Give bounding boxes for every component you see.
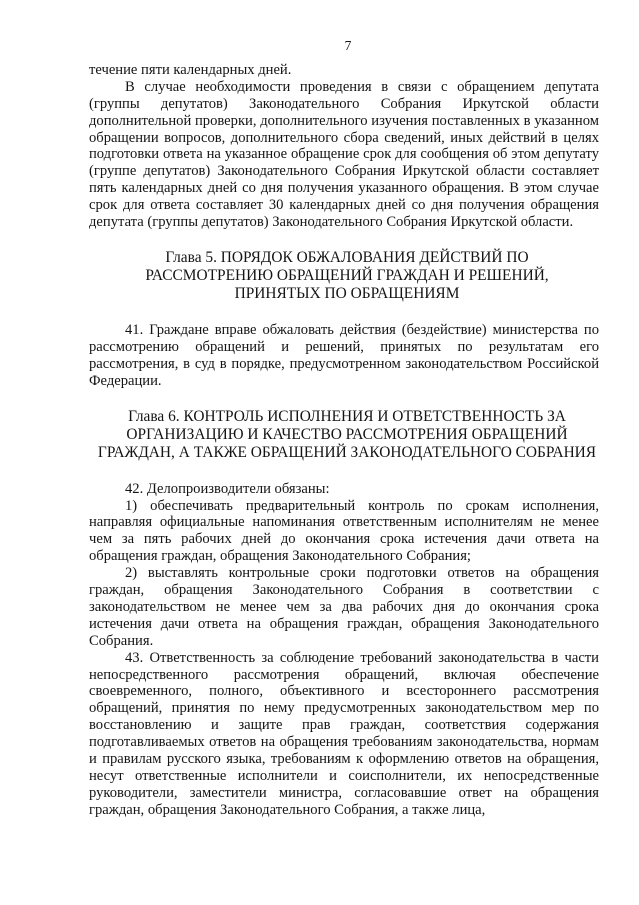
paragraph-additional-check: В случае необходимости проведения в связи с обращением депутата (группы депутатов) Законодательного Собрания Иркутской области дополнительной проверки, дополнительного изучения поставленных в указанном обращении вопросов, дополнительного сбора сведений, иных действий в целях подготовки ответа на указанное обращение срок для сообщения об этом депутату (группе депутатов) Законодательного Собрания Иркутской области составляет пять календарных дней со дня получения указанного обращения. В этом случае срок для ответа составляет 30 календарных дней со дня получения обращения депутата (группы депутатов) Законодательного Собрания Иркутской области. — [89, 78, 599, 231]
chapter-6-heading-line: ОРГАНИЗАЦИЮ И КАЧЕСТВО РАССМОТРЕНИЯ ОБРАЩЕНИЙ — [126, 425, 568, 443]
paragraph-intro-continuation: течение пяти календарных дней. — [89, 61, 292, 78]
chapter-5-heading-line: Глава 5. ПОРЯДОК ОБЖАЛОВАНИЯ ДЕЙСТВИЙ ПО — [165, 248, 529, 266]
chapter-6-heading-line: ГРАЖДАН, А ТАКЖЕ ОБРАЩЕНИЙ ЗАКОНОДАТЕЛЬНОГО СОБРАНИЯ — [97, 443, 597, 461]
paragraph-43: 43. Ответственность за соблюдение требований законодательства в части непосредственного рассмотрения обращений, включая обеспечение своевременного, полного, объективного и всестороннего рассмотрения обращений, принятия по нему предусмотренных законодательством мер по восстановлению и защите прав граждан, соответствия содержания подготавливаемых ответов на обращения требованиям законодательства, нормам и правилам русского языка, требованиям к оформлению ответов на обращения, несут ответственные исполнители и соисполнители, их непосредственные руководители, заместители министра, согласовавшие ответ на обращения граждан, обращения Законодательного Собрания, а также лица, — [89, 649, 599, 818]
paragraph-42-item-2: 2) выставлять контрольные сроки подготовки ответов на обращения граждан, обращения Законодательного Собрания в соответствии с законодательством не менее чем за два рабочих дня до окончания срока истечения дачи ответа на обращения граждан, обращения Законодательного Собрания. — [89, 565, 599, 649]
page-number: 7 — [344, 38, 352, 53]
chapter-5-heading-line: РАССМОТРЕНИЮ ОБРАЩЕНИЙ ГРАЖДАН И РЕШЕНИЙ, — [145, 266, 549, 284]
chapter-5-heading-line: ПРИНЯТЫХ ПО ОБРАЩЕНИЯМ — [234, 284, 460, 302]
chapter-6-heading-line: Глава 6. КОНТРОЛЬ ИСПОЛНЕНИЯ И ОТВЕТСТВЕННОСТЬ ЗА — [128, 407, 566, 425]
paragraph-42: 42. Делопроизводители обязаны: — [125, 480, 330, 497]
paragraph-42-item-1: 1) обеспечивать предварительный контроль по срокам исполнения, направляя официальные напоминания ответственным исполнителям не менее чем за пять рабочих дней до окончания срока истечения дачи ответа на обращения граждан, обращения Законодательного Собрания; — [89, 497, 599, 565]
chapter-6-heading — [89, 408, 599, 462]
chapter-5-heading — [89, 249, 599, 303]
paragraph-41: 41. Граждане вправе обжаловать действия (бездействие) министерства по рассмотрению обращений и решений, принятых по результатам его рассмотрения, в суд в порядке, предусмотренном законодательством Российской Федерации. — [89, 321, 599, 389]
